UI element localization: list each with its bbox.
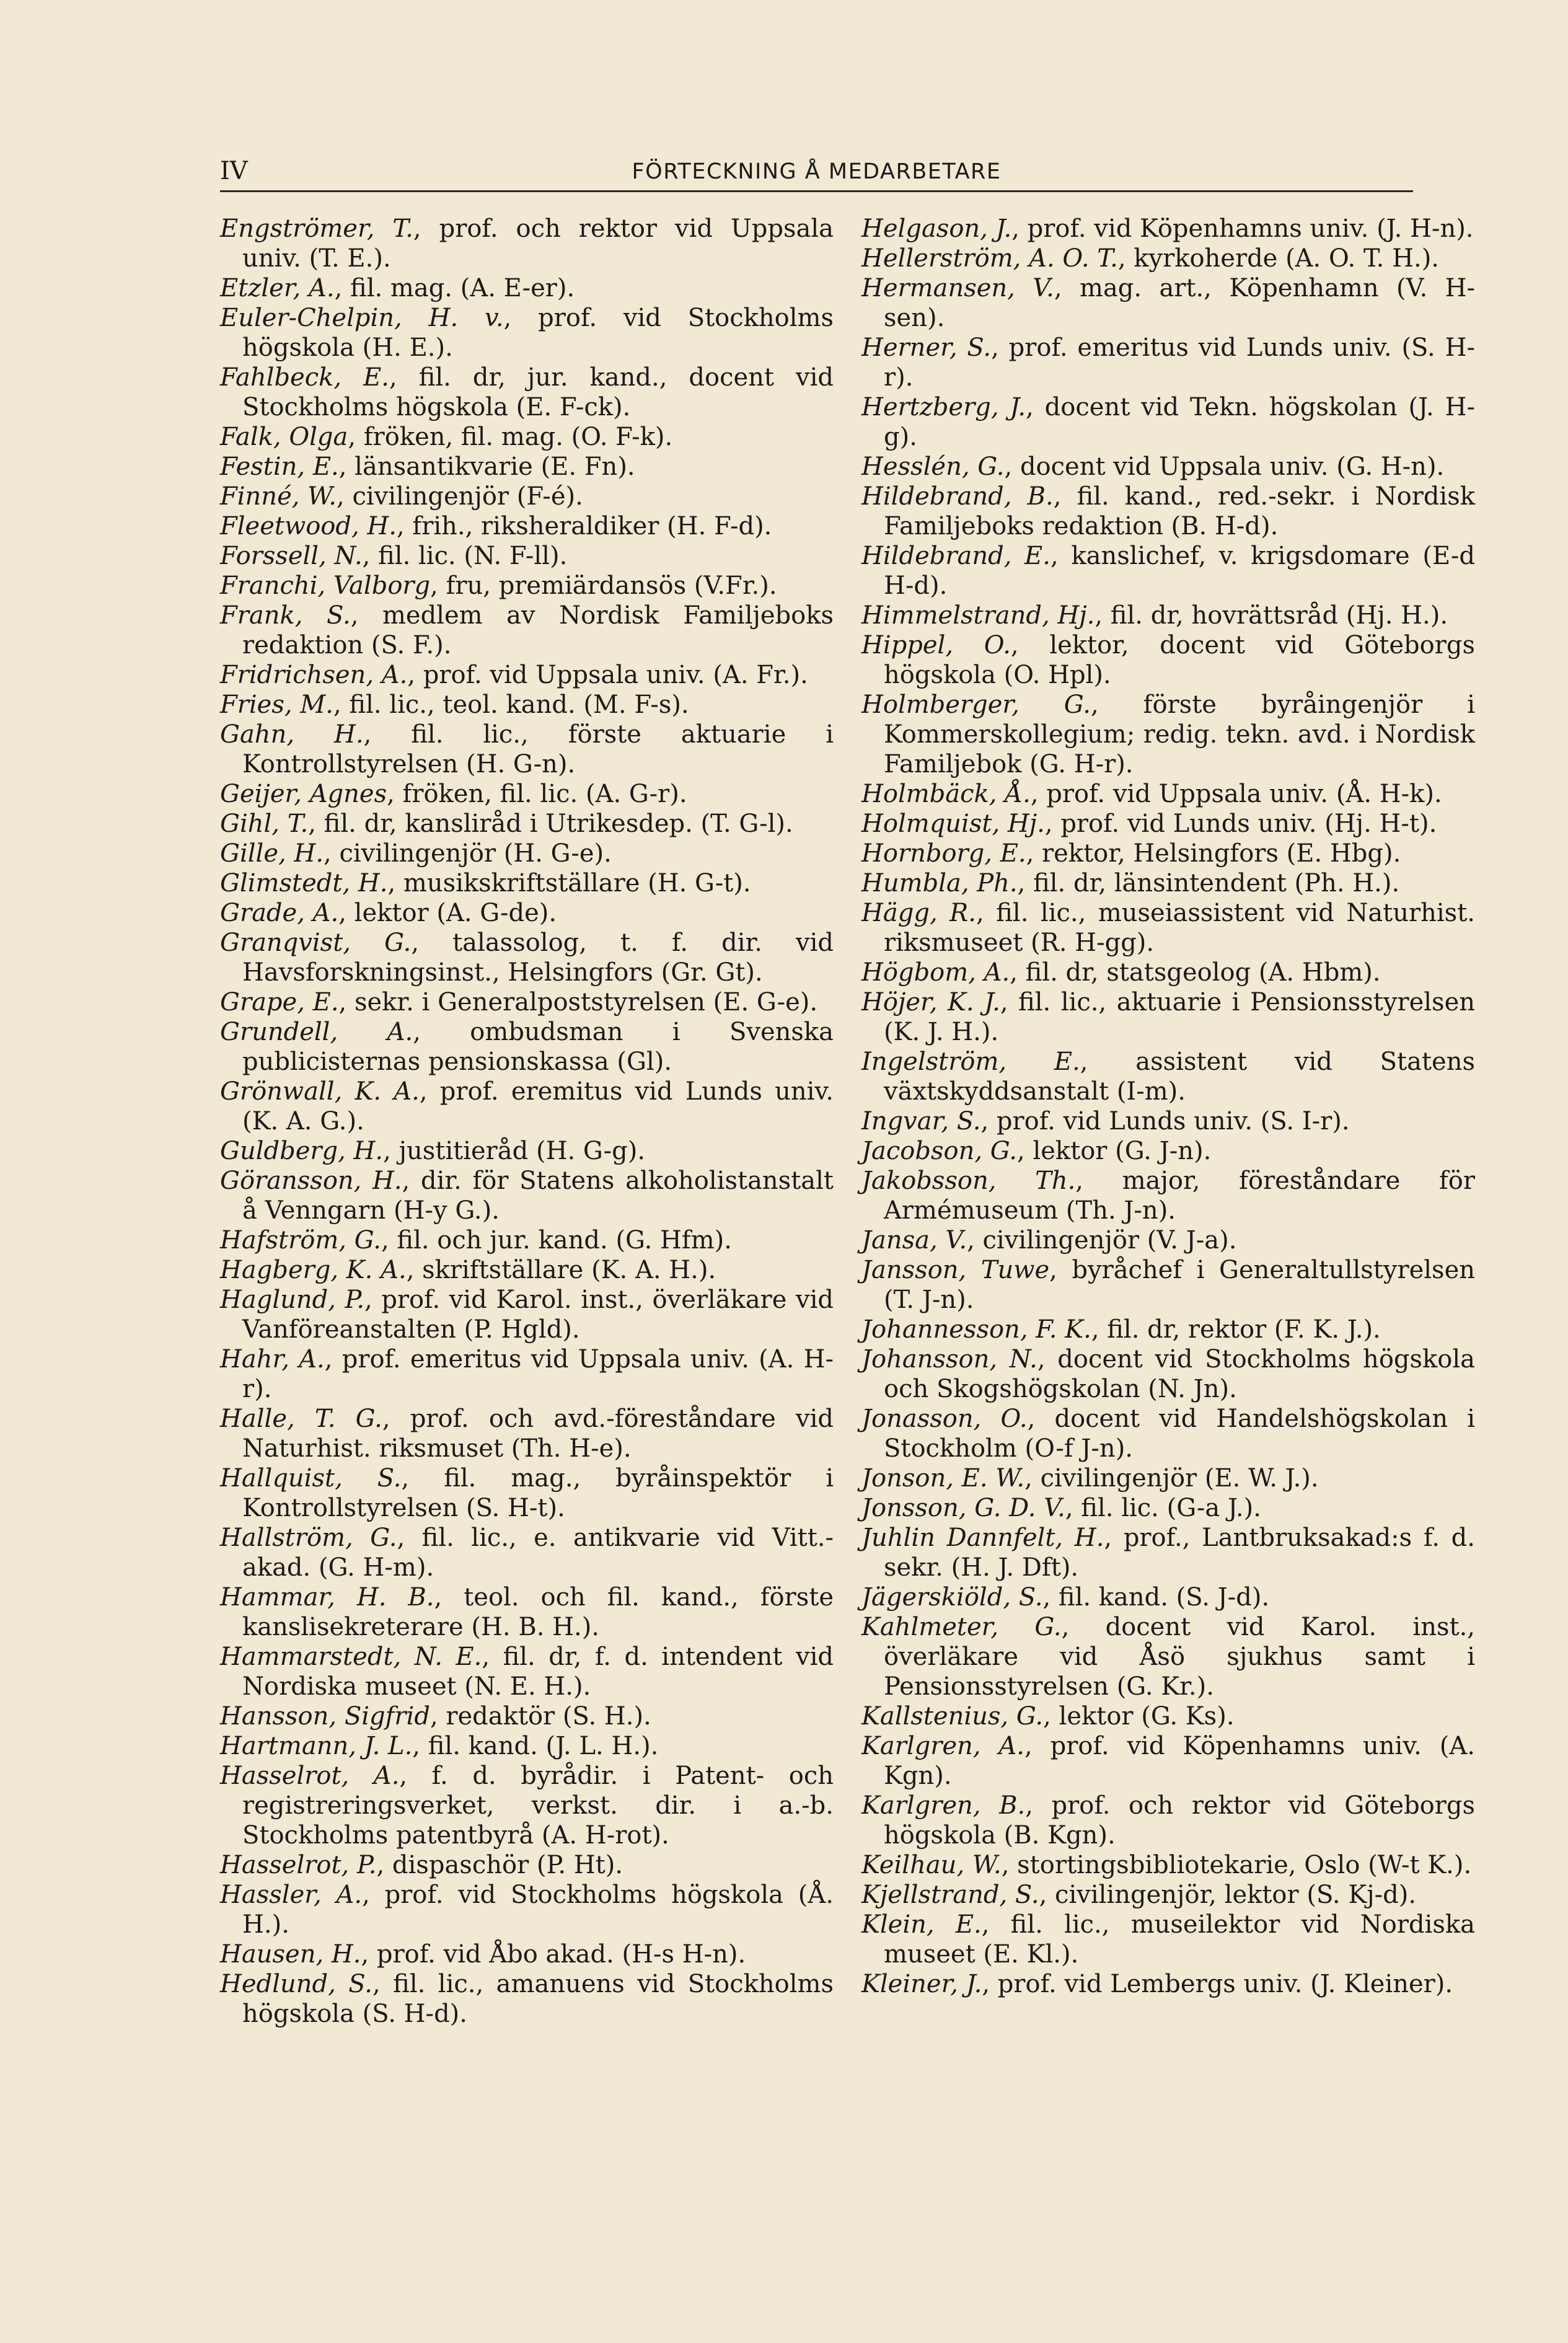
contributor-name: Hansson, Sigfrid [220, 1702, 430, 1731]
contributor-entry [861, 690, 1475, 779]
contributor-entry [861, 839, 1475, 868]
contributor-details: , fil. dr, länsintendent (Ph. H.). [1017, 869, 1400, 898]
contributor-name: Kleiner, J. [861, 1970, 982, 1998]
contributor-details: , fil. dr, f. d. intendent vid Nordiska museet (N. E. H.). [242, 1643, 834, 1701]
contributor-name: Hesslén, G. [861, 452, 1005, 481]
contributor-name: Franchi, Valborg [220, 571, 431, 600]
contributor-details: , fil. dr, statsgeolog (A. Hbm). [1010, 958, 1381, 987]
contributor-entry [220, 452, 834, 482]
contributor-name: Jakobsson, Th. [861, 1167, 1076, 1195]
contributor-entry [220, 363, 834, 422]
contributor-details: , fil. lic., museilektor vid Nordiska museet (E. Kl.). [884, 1910, 1475, 1969]
contributor-entry [220, 1969, 834, 2029]
contributor-entry [220, 1225, 834, 1255]
contributor-details: , fil. lic., förste aktuarie i Kontrollstyrelsen (H. G-n). [242, 720, 834, 779]
contributor-details: , prof. vid Stockholms högskola (H. E.). [242, 304, 834, 362]
contributor-name: Hammarstedt, N. E. [220, 1643, 482, 1671]
contributor-name: Hartmann, J. L. [220, 1732, 413, 1760]
contributor-details: , justitieråd (H. G-g). [383, 1137, 646, 1165]
contributor-entry [220, 601, 834, 660]
contributor-entry [861, 1047, 1475, 1106]
contributor-entry [220, 1850, 834, 1880]
contributor-details: , byråchef i Generaltullstyrelsen (T. J-n). [884, 1256, 1476, 1314]
contributor-name: Hermansen, V. [861, 274, 1054, 302]
contributor-entry [861, 779, 1475, 809]
contributor-entry [220, 809, 834, 839]
contributor-entry [220, 660, 834, 690]
contributor-entry [220, 868, 834, 898]
contributor-name: Hildebrand, E. [861, 542, 1050, 570]
contributor-details: , fil. kand. (J. L. H.). [412, 1732, 659, 1760]
contributor-entry [861, 1136, 1475, 1166]
contributor-entry [861, 1850, 1475, 1880]
contributor-entry [220, 779, 834, 809]
contributor-entry [861, 630, 1475, 690]
contributor-details: , teol. och fil. kand., förste kanslisekreterare (H. B. H.). [242, 1583, 834, 1641]
contributor-details: , fil. dr, hovrättsråd (Hj. H.). [1095, 601, 1448, 630]
contributor-entry [220, 1136, 834, 1166]
contributor-name: Hedlund, S. [220, 1970, 372, 1998]
contributor-name: Hertzberg, J. [861, 393, 1026, 421]
contributor-entry [220, 1404, 834, 1463]
contributor-details: , förste byråingenjör i Kommerskollegium; redig. tekn. avd. i Nordisk Familjebok (G. H-r). [884, 691, 1475, 779]
contributor-entry [861, 601, 1475, 630]
contributor-details: , fil. lic., amanuens vid Stockholms högskola (S. H-d). [242, 1970, 834, 2028]
contributor-name: Hornborg, E. [861, 839, 1026, 868]
contributor-entry [861, 1166, 1475, 1225]
contributor-entry [220, 928, 834, 987]
contributor-entry [220, 1285, 834, 1344]
contributor-name: Frank, S. [220, 601, 351, 630]
contributor-entry [861, 273, 1475, 333]
contributor-name: Juhlin Dannfelt, H. [861, 1524, 1104, 1552]
contributor-name: Hallquist, S. [220, 1464, 402, 1493]
contributor-entry [220, 1344, 834, 1404]
contributor-entry [861, 1106, 1475, 1136]
contributor-name: Johannesson, F. K. [861, 1315, 1091, 1344]
contributor-name: Gille, H. [220, 839, 324, 868]
contributor-details: , assistent vid Statens växtskyddsanstalt (I-m). [884, 1048, 1475, 1106]
contributor-name: Jansa, V. [861, 1226, 967, 1255]
contributor-name: Haglund, P. [220, 1286, 365, 1314]
contributor-entry [220, 1701, 834, 1731]
contributor-name: Holmberger, G. [861, 691, 1091, 719]
contributor-name: Karlgren, B. [861, 1791, 1026, 1820]
contributor-details: , civilingenjör (E. W. J.). [1024, 1464, 1319, 1493]
contributor-name: Humbla, Ph. [861, 869, 1018, 898]
contributor-details: , lektor (A. G-de). [338, 899, 557, 927]
contributor-details: , fil. mag., byråinspektör i Kontrollstyrelsen (S. H-t). [242, 1464, 834, 1522]
contributor-details: , civilingenjör, lektor (S. Kj-d). [1039, 1881, 1417, 1909]
contributor-entry [861, 1731, 1475, 1791]
contributor-entry [861, 1701, 1475, 1731]
contributor-details: , kanslichef, v. krigsdomare (E-d H-d). [884, 542, 1476, 600]
contributor-name: Fahlbeck, E. [220, 363, 389, 392]
contributor-details: , fil. lic., e. antikvarie vid Vitt.-akad. (G. H-m). [242, 1524, 834, 1582]
contributor-name: Himmelstrand, Hj. [861, 601, 1095, 630]
contributor-entry [861, 1255, 1475, 1315]
contributor-details: , mag. art., Köpenhamn (V. H-sen). [884, 274, 1476, 332]
contributor-name: Jansson, Tuwe [861, 1256, 1050, 1284]
contributor-name: Jonsson, G. D. V. [861, 1494, 1065, 1522]
contributor-name: Holmbäck, Å. [861, 780, 1031, 808]
contributor-entry [861, 1612, 1475, 1701]
contributor-entry [861, 392, 1475, 452]
contributor-details: , talassolog, t. f. dir. vid Havsforskningsinst., Helsingfors (Gr. Gt). [242, 929, 834, 987]
contributor-details: , musikskriftställare (H. G-t). [387, 869, 751, 898]
contributor-details: , prof. och avd.-föreståndare vid Naturhist. riksmuset (Th. H-e). [242, 1405, 834, 1463]
contributor-name: Jacobson, G. [861, 1137, 1018, 1165]
contributor-details: , fil. lic., museiassistent vid Naturhist. riksmuseet (R. H-gg). [884, 899, 1475, 957]
contributor-details: , prof. vid Köpenhamns univ. (A. Kgn). [884, 1732, 1475, 1790]
contributor-name: Helgason, J. [861, 214, 1012, 243]
contributor-name: Höjer, K. J. [861, 988, 1000, 1017]
contributor-entry [220, 273, 834, 303]
contributor-details: , prof. vid Lunds univ. (S. I-r). [980, 1107, 1350, 1136]
contributor-name: Klein, E. [861, 1910, 982, 1939]
contributor-details: , dispaschör (P. Ht). [376, 1851, 623, 1879]
contributor-name: Falk, Olga [220, 423, 348, 451]
contributor-details: , fil. dr, jur. kand., docent vid Stockholms högskola (E. F-ck). [242, 363, 834, 421]
contributor-details: , civilingenjör (F-é). [337, 482, 583, 511]
contributor-name: Hahr, A. [220, 1345, 325, 1374]
contributor-entry [220, 1523, 834, 1582]
contributor-details: , fil. mag. (A. E-er). [334, 274, 575, 302]
contributor-name: Grape, E. [220, 988, 339, 1017]
left-column [220, 214, 834, 2029]
contributor-name: Halle, T. G. [220, 1405, 382, 1433]
contributor-entry [861, 1910, 1475, 1969]
contributor-details: , fil. lic., aktuarie i Pensionsstyrelsen (K. J. H.). [884, 988, 1476, 1046]
contributor-name: Hildebrand, B. [861, 482, 1054, 511]
contributor-details: , sekr. i Generalpoststyrelsen (E. G-e). [338, 988, 818, 1017]
contributor-details: , prof. eremitus vid Lunds univ. (K. A. G.). [242, 1077, 834, 1136]
contributor-name: Euler-Chelpin, H. v. [220, 304, 504, 332]
contributor-name: Hammar, H. B. [220, 1583, 434, 1612]
page-header [220, 149, 1413, 192]
contributor-name: Ingelström, E. [861, 1048, 1080, 1076]
contributor-entry [220, 541, 834, 571]
contributor-name: Festin, E. [220, 452, 339, 481]
contributor-entry [220, 1642, 834, 1701]
contributor-entry [220, 482, 834, 511]
contributor-entry [861, 958, 1475, 987]
contributor-name: Fleetwood, H. [220, 512, 397, 541]
contributor-details: , fru, premiärdansös (V.Fr.). [430, 571, 777, 600]
contributor-details: , fröken, fil. mag. (O. F-k). [348, 423, 673, 451]
contributor-name: Hippel, O. [861, 631, 1011, 660]
contributor-name: Grönwall, K. A. [220, 1077, 420, 1106]
contributor-entry [861, 1463, 1475, 1493]
contributor-name: Glimstedt, H. [220, 869, 388, 898]
contributor-name: Keilhau, W. [861, 1851, 1002, 1879]
contributor-entry [220, 1582, 834, 1642]
contributor-entry [861, 1404, 1475, 1463]
contributor-entry [861, 452, 1475, 482]
contributor-details: , lektor (G. J-n). [1017, 1137, 1212, 1165]
contributor-name: Hagberg, K. A. [220, 1256, 407, 1284]
contributor-details: , lektor (G. Ks). [1043, 1702, 1235, 1731]
contributor-name: Göransson, H. [220, 1167, 402, 1195]
contributor-name: Hausen, H. [220, 1940, 361, 1969]
contributor-name: Kjellstrand, S. [861, 1881, 1039, 1909]
contributor-details: , fil. dr, rektor (F. K. J.). [1091, 1315, 1381, 1344]
contributor-details: , prof. vid Lunds univ. (Hj. H-t). [1044, 810, 1437, 838]
contributor-name: Hellerström, A. O. T. [861, 244, 1118, 273]
contributor-entry [220, 690, 834, 720]
contributor-entry [220, 1255, 834, 1285]
contributor-entry [220, 1463, 834, 1523]
contributor-name: Hassler, A. [220, 1881, 363, 1909]
contributor-entry [220, 422, 834, 452]
contributor-entry [861, 868, 1475, 898]
contributor-details: , fil. dr, kansliråd i Utrikesdep. (T. G-l). [308, 810, 793, 838]
contributor-details: , prof. vid Karol. inst., överläkare vid Vanföreanstalten (P. Hgld). [242, 1286, 834, 1344]
contributor-details: , docent vid Handelshögskolan i Stockholm (O-f J-n). [884, 1405, 1475, 1463]
contributor-entry [220, 214, 834, 273]
contributor-entry [861, 1344, 1475, 1404]
contributor-details: , fil. och jur. kand. (G. Hfm). [381, 1226, 732, 1255]
contributor-name: Etzler, A. [220, 274, 335, 302]
contributor-name: Geijer, Agnes [220, 780, 387, 808]
contributor-entry [220, 1880, 834, 1939]
contributor-entry [861, 1791, 1475, 1850]
contributor-entry [220, 1939, 834, 1969]
contributor-entry [861, 482, 1475, 541]
contributor-entry [861, 214, 1475, 244]
contributor-details: , frih., riksheraldiker (H. F-d). [397, 512, 772, 541]
contributor-details: , docent vid Karol. inst., överläkare vid Åsö sjukhus samt i Pensionsstyrelsen (G. Kr.). [884, 1613, 1476, 1701]
contributor-name: Hägg, R. [861, 899, 976, 927]
contributor-details: , prof. vid Uppsala univ. (Å. H-k). [1030, 780, 1442, 808]
contributor-name: Finné, W. [220, 482, 337, 511]
contributor-details: , ombudsman i Svenska publicisternas pensionskassa (Gl). [242, 1018, 834, 1076]
contributor-name: Johansson, N. [861, 1345, 1037, 1374]
contributor-details: , civilingenjör (V. J-a). [967, 1226, 1237, 1255]
contributor-name: Grade, A. [220, 899, 339, 927]
contributor-entry [861, 1582, 1475, 1612]
contributor-entry [220, 511, 834, 541]
contributor-name: Forssell, N. [220, 542, 363, 570]
contributor-details: , prof. vid Stockholms högskola (Å. H.). [242, 1881, 834, 1939]
contributor-details: , docent vid Uppsala univ. (G. H-n). [1004, 452, 1445, 481]
contributor-name: Jonasson, O. [861, 1405, 1028, 1433]
contributor-details: , prof. emeritus vid Lunds univ. (S. H-r). [884, 333, 1475, 392]
contributor-name: Kahlmeter, G. [861, 1613, 1062, 1641]
running-title: FÖRTECKNING Å MEDARBETARE [632, 159, 1002, 184]
contributor-details: , länsantikvarie (E. Fn). [338, 452, 635, 481]
contributor-details: , prof. vid Åbo akad. (H-s H-n). [361, 1940, 746, 1969]
contributor-details: , f. d. byrådir. i Patent- och registreringsverket, verkst. dir. i a.-b. Stockholms patentbyrå (A. H-rot). [242, 1762, 834, 1850]
contributor-name: Holmquist, Hj. [861, 810, 1045, 838]
contributor-entry [220, 1731, 834, 1761]
contributor-entry [861, 898, 1475, 958]
right-column [861, 214, 1475, 1999]
contributor-name: Jonson, E. W. [861, 1464, 1025, 1493]
contributor-name: Herner, S. [861, 333, 992, 362]
contributor-name: Engströmer, T. [220, 214, 413, 243]
contributor-name: Ingvar, S. [861, 1107, 981, 1136]
contributor-name: Fries, M. [220, 691, 333, 719]
contributor-details: , fil. lic. (N. F-ll). [362, 542, 568, 570]
contributor-entry [861, 541, 1475, 601]
contributor-details: , docent vid Tekn. högskolan (J. H-g). [884, 393, 1476, 451]
contributor-entry [861, 1493, 1475, 1523]
contributor-details: , rektor, Helsingfors (E. Hbg). [1026, 839, 1401, 868]
contributor-entry [220, 571, 834, 601]
contributor-entry [220, 1077, 834, 1136]
contributor-entry [220, 839, 834, 868]
contributor-details: , fil. kand., red.-sekr. i Nordisk Familjeboks redaktion (B. H-d). [884, 482, 1475, 541]
contributor-details: , civilingenjör (H. G-e). [324, 839, 612, 868]
contributor-name: Guldberg, H. [220, 1137, 384, 1165]
contributor-entry [220, 898, 834, 928]
contributor-details: , prof. vid Köpenhamns univ. (J. H-n). [1011, 214, 1474, 243]
contributor-details: , prof. vid Uppsala univ. (A. Fr.). [407, 661, 808, 689]
contributor-details: , prof. vid Lembergs univ. (J. Kleiner). [982, 1970, 1453, 1998]
contributor-details: , prof., Lantbruksakad:s f. d. sekr. (H. J. Dft). [884, 1524, 1475, 1582]
contributor-details: , kyrkoherde (A. O. T. H.). [1117, 244, 1440, 273]
contributor-details: , fil. lic. (G-a J.). [1065, 1494, 1261, 1522]
contributor-entry [861, 1315, 1475, 1344]
contributor-details: , medlem av Nordisk Familjeboks redaktion (S. F.). [242, 601, 834, 660]
contributor-name: Hasselrot, A. [220, 1762, 400, 1790]
contributor-details: , redaktör (S. H.). [429, 1702, 651, 1731]
contributor-details: , stortingsbibliotekarie, Oslo (W-t K.). [1001, 1851, 1472, 1879]
contributor-details: , fil. lic., teol. kand. (M. F-s). [333, 691, 689, 719]
contributor-entry [861, 1225, 1475, 1255]
contributor-name: Högbom, A. [861, 958, 1010, 987]
contributor-name: Hafström, G. [220, 1226, 381, 1255]
contributor-entry [861, 244, 1475, 273]
contributor-entry [861, 809, 1475, 839]
contributor-name: Fridrichsen, A. [220, 661, 408, 689]
contributor-entry [220, 1166, 834, 1225]
contributor-name: Gahn, H. [220, 720, 364, 749]
contributor-details: , fröken, fil. lic. (A. G-r). [387, 780, 687, 808]
contributor-entry [220, 1017, 834, 1077]
contributor-details: , prof. och rektor vid Göteborgs högskola (B. Kgn). [884, 1791, 1476, 1850]
contributor-entry [861, 333, 1475, 392]
contributor-name: Jägerskiöld, S. [861, 1583, 1043, 1612]
contributor-details: , prof. emeritus vid Uppsala univ. (A. H-r). [242, 1345, 834, 1403]
contributor-details: , docent vid Stockholms högskola och Skogshögskolan (N. Jn). [884, 1345, 1475, 1403]
contributor-entry [220, 720, 834, 779]
contributor-entry [861, 987, 1475, 1047]
contributor-name: Kallstenius, G. [861, 1702, 1044, 1731]
contributor-entry [220, 987, 834, 1017]
contributor-name: Hallström, G. [220, 1524, 397, 1552]
contributor-entry [861, 1880, 1475, 1910]
contributor-details: , skriftställare (K. A. H.). [406, 1256, 716, 1284]
page-number: IV [220, 157, 248, 185]
contributor-entry [220, 303, 834, 363]
contributor-name: Hasselrot, P. [220, 1851, 377, 1879]
contributor-name: Gihl, T. [220, 810, 309, 838]
contributor-details: , lektor, docent vid Göteborgs högskola (O. Hpl). [884, 631, 1475, 689]
contributor-name: Karlgren, A. [861, 1732, 1025, 1760]
contributor-details: , dir. för Statens alkoholistanstalt å Venngarn (H-y G.). [242, 1167, 834, 1225]
contributor-details: , major, föreståndare för Armémuseum (Th. J-n). [884, 1167, 1475, 1225]
contributor-entry [220, 1761, 834, 1850]
contributor-entry [861, 1523, 1475, 1582]
contributor-entry [861, 1969, 1475, 1999]
contributor-details: , fil. kand. (S. J-d). [1042, 1583, 1270, 1612]
contributor-name: Granqvist, G. [220, 929, 412, 957]
contributor-name: Grundell, A. [220, 1018, 413, 1046]
contributor-details: , prof. och rektor vid Uppsala univ. (T. E.). [242, 214, 834, 273]
